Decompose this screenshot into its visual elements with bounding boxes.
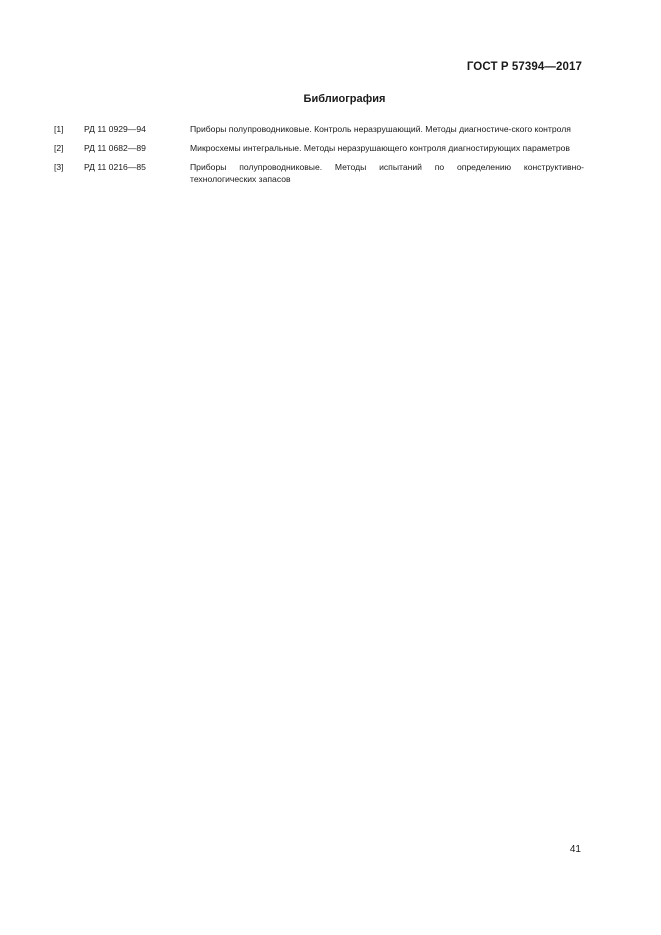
entry-title: Приборы полупроводниковые. Методы испытаний по определению конструктивно-технологических запасов — [190, 162, 584, 184]
entry-code: РД 11 0216—85 — [84, 162, 146, 172]
page-number: 41 — [569, 844, 581, 855]
entry-number: [3] — [54, 162, 64, 172]
bibliography-entry — [54, 123, 584, 135]
section-title: Библиография — [303, 93, 386, 105]
entry-code: РД 11 0682—89 — [84, 143, 146, 153]
bibliography-list — [54, 123, 584, 192]
entry-number: [1] — [54, 124, 64, 134]
standard-code: ГОСТ Р 57394—2017 — [466, 61, 582, 73]
entry-code: РД 11 0929—94 — [84, 124, 146, 134]
bibliography-entry — [54, 142, 584, 154]
entry-title: Микросхемы интегральные. Методы неразрушающего контроля диагностирующих параметров — [190, 143, 570, 153]
bibliography-entry — [54, 161, 584, 185]
entry-number: [2] — [54, 143, 64, 153]
entry-title: Приборы полупроводниковые. Контроль неразрушающий. Методы диагностиче-ского контроля — [190, 124, 571, 134]
